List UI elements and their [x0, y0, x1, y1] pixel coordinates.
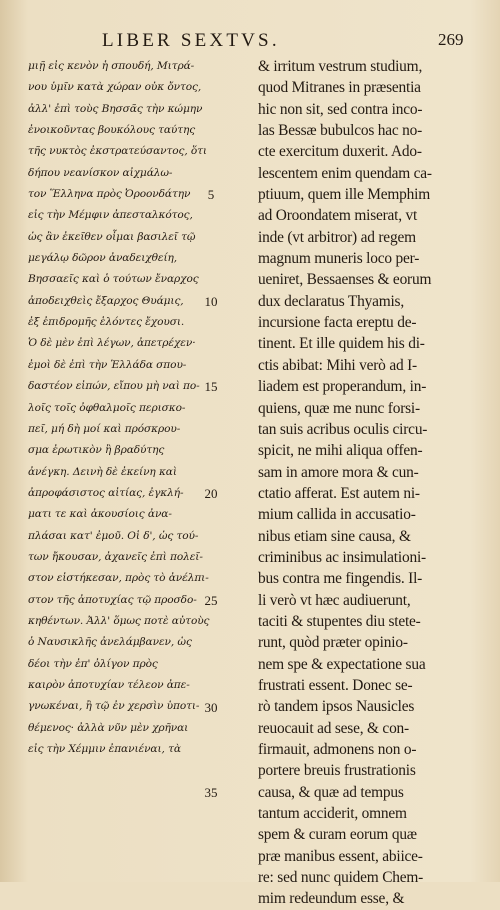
latin-text-line: incursione facta ereptu de- — [258, 314, 417, 332]
running-head — [0, 30, 500, 54]
line-number: 20 — [204, 486, 218, 501]
greek-text-line: μεγάλῳ δῶρον ἀναδειχθείη, — [28, 252, 178, 265]
greek-text-line: ἐμοὶ δὲ ἐπὶ τὴν Ἑλλάδα σπου- — [28, 358, 187, 371]
greek-text-line: στον εἱστήκεσαν, πρὸς τὸ ἀνέλπι- — [28, 572, 209, 585]
latin-text-line: causa, & quæ ad tempus — [258, 783, 404, 801]
greek-text-line: τῆς νυκτὸς ἐκστρατεύσαντος, ὅτι — [28, 145, 207, 158]
latin-text-line: nibus etiam sine causa, & — [258, 527, 411, 545]
latin-text-line: rò tandem ipsos Nausicles — [258, 698, 415, 716]
greek-text-line: πλάσαι κατ' ἐμοῦ. Οἱ δ', ὡς τού- — [28, 529, 199, 542]
greek-text-line: καιρὸν ἀποτυχίαν τέλεον ἀπε- — [28, 678, 190, 691]
greek-text-line: ὡς ἂν ἐκεῖθεν οἶμαι βασιλεῖ τῷ — [28, 230, 196, 243]
greek-text-line: ἀλλ' ἐπὶ τοὺς Βησσᾶς τὴν κώμην — [28, 102, 203, 115]
greek-text-line: σμα ἐρωτικὸν ἢ βραδύτης — [28, 444, 165, 457]
latin-text-line: ptiuum, quem ille Memphim — [258, 186, 430, 204]
line-number: 5 — [207, 187, 215, 203]
line-number: 25 — [204, 592, 218, 608]
latin-text-line: portere breuis frustrationis — [258, 762, 416, 780]
greek-text-line: μιῇ εἰς κενὸν ἡ σπουδή, Μιτρά- — [28, 60, 195, 72]
latin-text-line: & irritum vestrum studium, — [258, 58, 423, 75]
latin-text-line: præ manibus essent, abiice- — [258, 847, 423, 865]
latin-text-line: hic non sit, sed contra inco- — [258, 100, 423, 118]
latin-text-line: nem spe & expectatione sua — [258, 655, 426, 673]
greek-text-line: πεῖ, μή δὴ μοί καὶ πρόσκρου- — [28, 422, 181, 435]
latin-text-line: cte exercitum duxerit. Ado- — [258, 143, 422, 161]
greek-text-line: θέμενος· ἀλλὰ νῦν μὲν χρῆναι — [28, 721, 189, 734]
greek-text-line: ἀπροφάσιστος αἰτίας, ἐγκλή- — [28, 486, 184, 499]
greek-text-column — [28, 56, 228, 760]
latin-text-line: magnum muneris loco per- — [258, 250, 420, 268]
greek-text-line: εἰς τὴν Μέμφιν ἀπεσταλκότος, — [28, 209, 193, 222]
line-number: 10 — [204, 293, 218, 309]
latin-text-line: mium callida in accusatio- — [258, 506, 416, 524]
greek-text-line: δέοι τὴν ἐπ' ὀλίγον πρὸς — [28, 657, 158, 670]
latin-text-line: firmauit, admonens non o- — [258, 741, 417, 758]
latin-text-line: lescentem enim quendam ca- — [258, 164, 432, 182]
latin-text-line: tantum acciderit, omnem — [258, 805, 407, 823]
greek-text-line: ἐξ ἐπιδρομῆς ἑλόντες ἔχουσι. — [28, 316, 185, 329]
latin-text-column — [258, 56, 484, 910]
latin-text-line: taciti & stupentes diu stete- — [258, 612, 421, 630]
latin-text-line: ad Oroondatem miserat, vt — [258, 207, 418, 225]
greek-text-line: κηθέντων. Ἀλλ' ὅμως ποτὲ αὐτοὺς — [28, 614, 210, 627]
latin-text-line: tinent. Et ille quidem his di- — [258, 335, 425, 353]
latin-text-line: criminibus ac insimulationi- — [258, 548, 426, 566]
greek-text-line: νου ὑμῖν κατὰ χώραν οὐκ ὄντος, — [28, 81, 202, 94]
latin-text-line: frustrati essent. Donec se- — [258, 676, 413, 694]
greek-text-line: ματι τε καὶ ἀκουσίοις ἀνα- — [28, 508, 172, 521]
line-number: 30 — [204, 699, 218, 715]
latin-text-line: spem & curam eorum quæ — [258, 826, 417, 844]
latin-text-line: re: sed nunc quidem Chem- — [258, 869, 424, 887]
latin-text-line: bus contra me fingendis. Il- — [258, 570, 423, 588]
latin-text-line: reuocauit ad sese, & con- — [258, 719, 409, 737]
greek-text-line: των ἤκουσαν, ἀχανεῖς ἐπὶ πολεῖ- — [28, 550, 203, 563]
running-title: LIBER SEXTVS. — [102, 30, 280, 51]
greek-text-line: ἀνέγκη. Δεινὴ δὲ ἐκείνη καὶ — [28, 465, 177, 478]
latin-text-line: ueniret, Bessaenses & eorum — [258, 271, 432, 289]
greek-text-line: λοῖς τοῖς ὀφθαλμοῖς περισκο- — [28, 401, 186, 414]
latin-text-line: sam in amore mora & cun- — [258, 463, 419, 481]
greek-text-line: ἀποδειχθεὶς ἔξαρχος Θυάμις, — [28, 294, 184, 307]
latin-text-line: liadem est properandum, in- — [258, 378, 427, 396]
latin-text-line: quiens, quæ me nunc forsi- — [258, 399, 420, 417]
greek-text-line: τον Ἕλληνα πρὸς Ὀροονδάτην — [28, 188, 191, 201]
greek-text-line: ὁ Ναυσικλῆς ἀνελάμβανεν, ὡς — [28, 636, 192, 649]
greek-text-line: δήπου νεανίσκον αἰχμάλω- — [28, 166, 173, 179]
latin-text-line: dux declaratus Thyamis, — [258, 292, 404, 310]
latin-text-line: mim redeundum esse, & — [258, 890, 405, 908]
greek-text-line: Βησσαεῖς καὶ ὁ τούτων ἔναρχος — [28, 273, 199, 286]
latin-text-line: spicit, ne mihi aliqua offen- — [258, 442, 423, 460]
page-number: 269 — [438, 30, 464, 49]
greek-text-line: στον τῆς ἀποτυχίας τῷ προσδο- — [28, 593, 197, 606]
latin-text-line: quod Mitranes in præsentia — [258, 79, 421, 97]
line-number: 35 — [204, 784, 218, 800]
greek-text-line: δαστέον εἰπών, εἴπου μὴ ναὶ πο- — [28, 380, 200, 393]
greek-text-line: εἰς τὴν Χέμμιν ἐπανιέναι, τὰ — [28, 743, 181, 755]
greek-text-line: γνωκέναι, ἢ τῷ ἐν χερσὶν ὑποτι- — [28, 700, 200, 713]
latin-text-line: inde (vt arbitror) ad regem — [258, 228, 416, 246]
latin-text-line: ctis abibat: Mihi verò ad I- — [258, 356, 417, 374]
latin-text-line: tan suis acribus oculis circu- — [258, 420, 428, 438]
latin-text-line: las Bessæ bubulcos hac no- — [258, 122, 423, 140]
line-number: 15 — [204, 379, 218, 395]
latin-text-line: ctatio afferat. Est autem ni- — [258, 484, 420, 502]
latin-text-line: li verò vt hæc audiuerunt, — [258, 591, 411, 609]
greek-text-line: ἐνοικοῦντας βουκόλους ταύτης — [28, 124, 196, 137]
greek-text-line: Ὁ δὲ μὲν ἐπὶ λέγων, ἀπετρέχεν· — [28, 337, 196, 350]
latin-text-line: runt, quòd præter opinio- — [258, 634, 408, 652]
